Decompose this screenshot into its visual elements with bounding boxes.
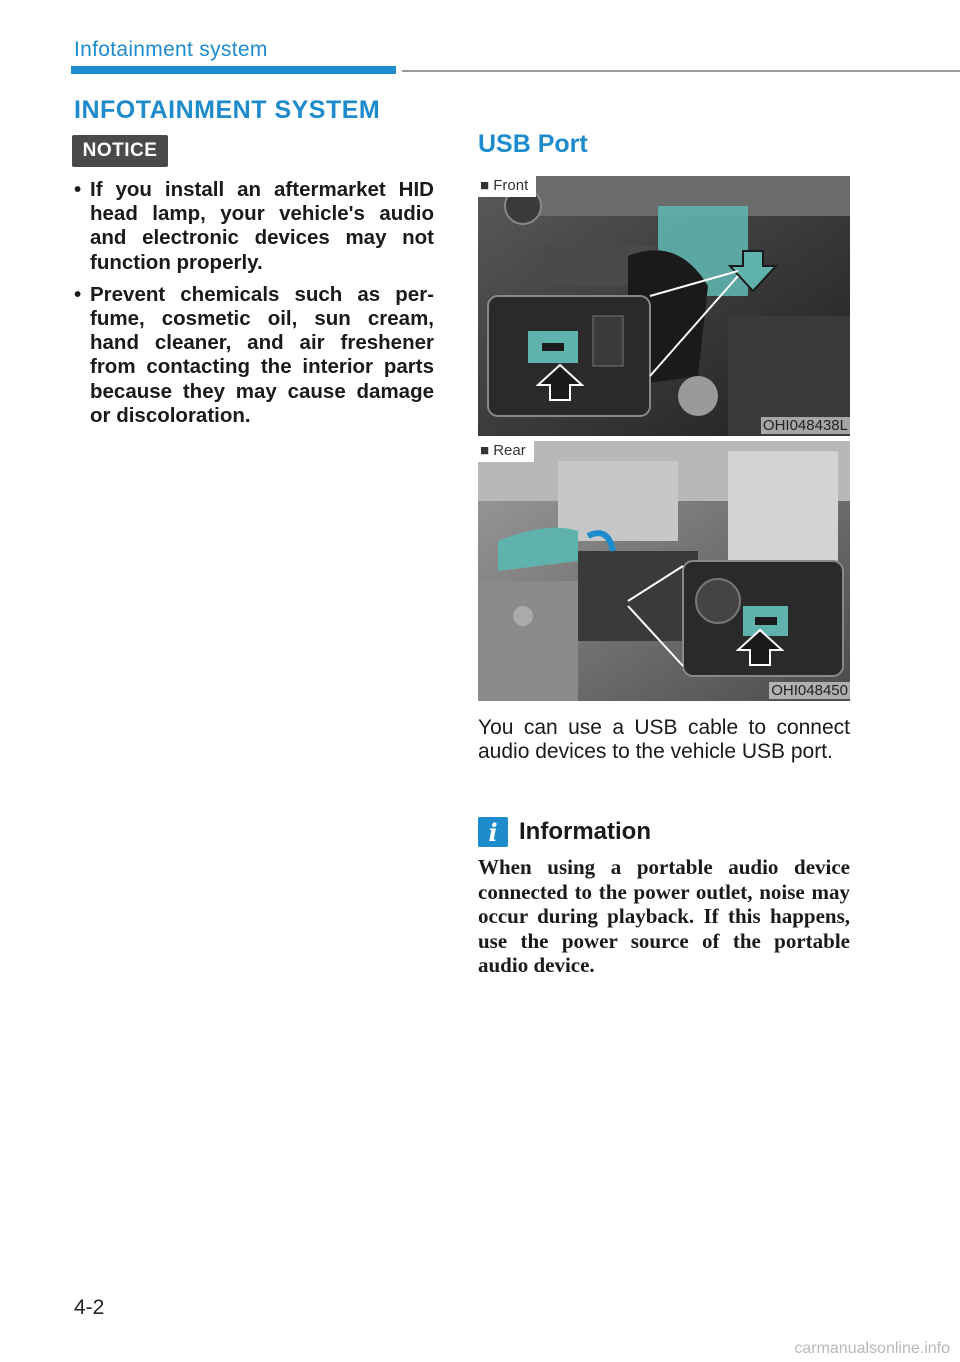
information-heading: Information: [519, 818, 651, 845]
watermark: carmanualsonline.info: [794, 1340, 950, 1357]
rear-image-code: OHI048450: [771, 682, 848, 699]
page-number: 4-2: [74, 1296, 105, 1319]
notice-item-text: Prevent chemicals such as per-fume, cosmetic oil, sun cream, hand cleaner, and air freshener from contacting the interior parts because they may cause damage or discoloration.: [90, 282, 434, 427]
information-text: When using a portable audio device connected to the power outlet, noise may occur during playback. If this happens, use the power source of the portable audio device.: [478, 855, 850, 977]
front-usb-photo: [478, 176, 850, 436]
bullet-icon: •: [74, 282, 82, 306]
notice-item-text: If you install an aftermarket HID head lamp, your vehicle's audio and electronic devices may not function properly.: [90, 178, 434, 274]
rear-console-illustration: [478, 441, 850, 701]
header-rule: [402, 70, 960, 72]
page-title: INFOTAINMENT SYSTEM: [74, 96, 381, 124]
rear-label: ■ Rear: [478, 441, 534, 462]
notice-item: [74, 283, 434, 428]
front-image-code: OHI048438L: [762, 417, 848, 434]
front-label: ■ Front: [478, 176, 536, 197]
rear-usb-photo: [478, 441, 850, 701]
information-icon: i: [478, 817, 508, 847]
header-accent-bar: [71, 66, 396, 74]
bullet-icon: •: [74, 178, 82, 201]
usb-port-heading: USB Port: [478, 130, 588, 158]
front-console-illustration: [478, 176, 850, 436]
notice-list: [74, 178, 434, 436]
notice-item: [74, 178, 434, 275]
running-header: Infotainment system: [74, 38, 268, 61]
usb-description: You can use a USB cable to connect audio devices to the vehicle USB port.: [478, 716, 850, 763]
notice-badge: NOTICE: [72, 135, 168, 167]
